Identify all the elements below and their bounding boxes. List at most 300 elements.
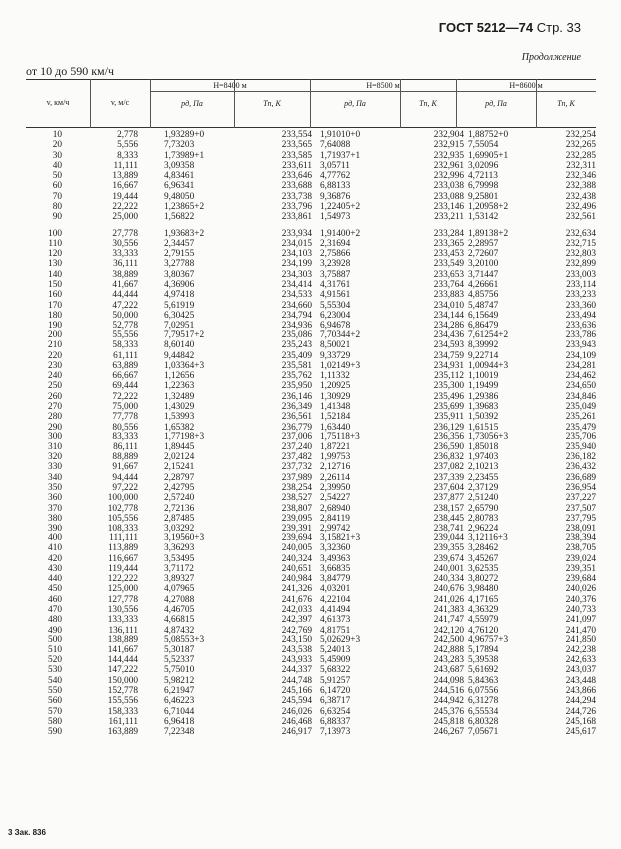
- table-cell: 235,086: [281, 330, 312, 340]
- table-row: [26, 290, 596, 300]
- table-cell: 122,222: [107, 574, 138, 585]
- table-cell: 2,79155: [164, 249, 195, 260]
- table-cell: 7,02951: [164, 321, 195, 332]
- table-cell: 130: [48, 259, 62, 270]
- table-cell: 242,238: [565, 644, 596, 655]
- table-cell: 4,36906: [164, 279, 195, 290]
- speed-range-caption: от 10 до 590 км/ч: [26, 64, 114, 78]
- table-cell: 1,23865+2: [164, 202, 205, 213]
- table-cell: 233,211: [434, 212, 464, 223]
- table-cell: 1,03364+3: [164, 360, 205, 371]
- table-cell: 2,57240: [164, 493, 195, 504]
- table-row: [26, 270, 596, 280]
- table-cell: 400: [48, 533, 62, 543]
- table-cell: 116,667: [108, 553, 138, 564]
- table-cell: 232,254: [565, 130, 596, 140]
- table-cell: 47,222: [112, 300, 138, 311]
- table-cell: 235,706: [565, 431, 596, 442]
- table-cell: 1,11332: [320, 371, 350, 382]
- table-cell: 234,303: [281, 269, 312, 280]
- table-cell: 237,732: [281, 462, 312, 473]
- table-cell: 233,861: [281, 212, 312, 223]
- table-cell: 4,22104: [320, 594, 351, 605]
- table-cell: 239,391: [281, 524, 312, 535]
- table-cell: 1,69905+1: [468, 150, 509, 161]
- table-cell: 2,84119: [320, 513, 350, 524]
- table-cell: 130,556: [107, 605, 138, 616]
- table-cell: 7,70344+2: [320, 330, 361, 340]
- table-row: [26, 584, 596, 594]
- table-cell: 236,182: [565, 452, 596, 463]
- row-group: [26, 229, 596, 332]
- table-cell: 1,77198+3: [164, 431, 205, 442]
- table-cell: 232,561: [565, 212, 596, 223]
- table-cell: 11,111: [113, 160, 138, 171]
- table-row: [26, 151, 596, 161]
- table-row: [26, 171, 596, 181]
- table-cell: 1,93289+0: [164, 130, 205, 140]
- table-cell: 510: [48, 644, 62, 655]
- table-cell: 150,000: [107, 675, 138, 686]
- table-cell: 147,222: [107, 665, 138, 676]
- table-cell: 16,667: [112, 181, 138, 192]
- table-cell: 243,687: [433, 665, 464, 676]
- table-cell: 4,26661: [468, 279, 499, 290]
- table-cell: 234,936: [281, 321, 312, 332]
- table-row: [26, 473, 596, 483]
- table-cell: 3,12116+3: [468, 533, 508, 543]
- table-cell: 241,747: [433, 615, 464, 626]
- table-cell: 236,832: [433, 452, 464, 463]
- table-cell: 4,77762: [320, 171, 351, 182]
- table-cell: 3,89327: [164, 574, 195, 585]
- table-cell: 330: [48, 462, 62, 473]
- table-cell: 290: [48, 422, 62, 433]
- table-cell: 234,286: [433, 321, 464, 332]
- table-row: [26, 311, 596, 321]
- table-cell: 237,604: [433, 482, 464, 493]
- table-cell: 5,45909: [320, 655, 351, 666]
- table-cell: 6,71044: [164, 706, 195, 717]
- table-cell: 234,015: [281, 238, 312, 249]
- col-header-v-kmh: v, км/ч: [46, 98, 70, 107]
- table-cell: 239,095: [281, 513, 312, 524]
- table-row: [26, 595, 596, 605]
- table-cell: 239,684: [565, 574, 596, 585]
- table-cell: 390: [48, 524, 62, 535]
- table-cell: 320: [48, 452, 62, 463]
- table-cell: 233,934: [281, 228, 312, 239]
- table-row: [26, 635, 596, 645]
- table-cell: 1,32489: [164, 391, 195, 402]
- table-cell: 3,36293: [164, 543, 195, 554]
- table-cell: 3,03292: [164, 524, 195, 535]
- table-cell: 33,333: [112, 249, 138, 260]
- table-cell: 13,889: [112, 171, 138, 182]
- table-cell: 1,52184: [320, 412, 351, 423]
- table-cell: 237,006: [281, 431, 312, 442]
- table-cell: 94,444: [112, 472, 138, 483]
- table-cell: 2,10213: [468, 462, 499, 473]
- table-cell: 40: [52, 160, 62, 171]
- table-cell: 232,346: [565, 171, 596, 182]
- table-cell: 1,53993: [164, 412, 195, 423]
- table-cell: 2,65790: [468, 503, 499, 514]
- table-row: [26, 202, 596, 212]
- table-cell: 161,111: [108, 716, 138, 727]
- table-row: [26, 707, 596, 717]
- table-cell: 30: [52, 150, 62, 161]
- table-cell: 235,950: [281, 381, 312, 392]
- table-cell: 244,516: [433, 685, 464, 696]
- table-cell: 4,85756: [468, 290, 499, 301]
- table-row: [26, 239, 596, 249]
- table-cell: 9,36876: [320, 191, 351, 202]
- document-header: [439, 20, 581, 35]
- table-cell: 235,243: [281, 340, 312, 351]
- table-cell: 3,15821+3: [320, 533, 361, 543]
- table-cell: 232,388: [565, 181, 596, 192]
- table-cell: 7,64088: [320, 140, 351, 151]
- table-cell: 1,41348: [320, 402, 351, 413]
- table-cell: 240: [48, 371, 62, 382]
- table-cell: 3,02096: [468, 160, 499, 171]
- table-cell: 240,676: [433, 584, 464, 595]
- table-cell: 7,05671: [468, 727, 499, 738]
- table-cell: 1,73989+1: [164, 150, 205, 161]
- table-cell: 241,026: [433, 594, 464, 605]
- table-cell: 61,111: [113, 350, 138, 361]
- table-cell: 4,07965: [164, 584, 195, 595]
- table-cell: 1,10019: [468, 371, 499, 382]
- table-cell: 2,75866: [320, 249, 351, 260]
- table-cell: 233,738: [281, 191, 312, 202]
- table-cell: 240,001: [433, 563, 464, 574]
- table-cell: 1,56822: [164, 212, 195, 223]
- table-cell: 238,741: [433, 524, 464, 535]
- table-cell: 2,37129: [468, 482, 499, 493]
- table-cell: 235,261: [565, 412, 596, 423]
- table-cell: 240,733: [565, 605, 596, 616]
- table-cell: 234,010: [433, 300, 464, 311]
- table-cell: 236,590: [433, 441, 464, 452]
- table-cell: 4,27088: [164, 594, 195, 605]
- table-cell: 233,883: [433, 290, 464, 301]
- table-cell: 7,55054: [468, 140, 499, 151]
- table-cell: 86,111: [113, 441, 138, 452]
- table-cell: 420: [48, 553, 62, 564]
- table-cell: 240,324: [281, 553, 312, 564]
- table-cell: 4,76120: [468, 625, 499, 636]
- divider: [310, 91, 456, 92]
- table-cell: 220: [48, 350, 62, 361]
- table-row: [26, 493, 596, 503]
- table-cell: 3,84779: [320, 574, 351, 585]
- continuation-label: Продолжение: [521, 52, 581, 63]
- header-top-rule: [26, 79, 596, 80]
- table-cell: 233,554: [281, 130, 312, 140]
- table-cell: 5,84363: [468, 675, 499, 686]
- table-row: [26, 574, 596, 584]
- table-cell: 234,931: [433, 360, 464, 371]
- table-cell: 5,08553+3: [164, 634, 205, 645]
- table-cell: 242,033: [281, 605, 312, 616]
- table-cell: 75,000: [112, 402, 138, 413]
- table-cell: 2,34457: [164, 238, 195, 249]
- table-cell: 243,037: [565, 665, 596, 676]
- table-cell: 237,240: [281, 441, 312, 452]
- table-cell: 5,48747: [468, 300, 499, 311]
- table-cell: 52,778: [112, 321, 138, 332]
- footer-printer-mark: 3 Зак. 836: [8, 828, 46, 837]
- table-cell: 238,157: [433, 503, 464, 514]
- table-cell: 27,778: [112, 228, 138, 239]
- table-row: [26, 181, 596, 191]
- table-cell: 232,935: [433, 150, 464, 161]
- table-cell: 233,611: [282, 160, 312, 171]
- table-cell: 242,769: [281, 625, 312, 636]
- table-cell: 5,556: [117, 140, 138, 151]
- table-cell: 237,507: [565, 503, 596, 514]
- table-row: [26, 249, 596, 259]
- table-cell: 4,66815: [164, 615, 195, 626]
- table-cell: 239,024: [565, 553, 596, 564]
- table-cell: 245,168: [565, 716, 596, 727]
- table-cell: 1,22405+2: [320, 202, 361, 213]
- table-cell: 2,28797: [164, 472, 195, 483]
- table-header: [26, 79, 596, 128]
- table-cell: 110: [48, 238, 62, 249]
- table-cell: 25,000: [112, 212, 138, 223]
- table-cell: 350: [48, 482, 62, 493]
- table-cell: 119,444: [108, 563, 138, 574]
- table-cell: 5,68322: [320, 665, 351, 676]
- table-cell: 1,61515: [468, 422, 499, 433]
- table-cell: 5,98212: [164, 675, 195, 686]
- table-row: [26, 483, 596, 493]
- table-cell: 240,376: [565, 594, 596, 605]
- table-cell: 10: [52, 130, 62, 140]
- table-cell: 210: [48, 340, 62, 351]
- table-cell: 310: [48, 441, 62, 452]
- table-cell: 5,02629+3: [320, 634, 361, 645]
- table-cell: 4,83461: [164, 171, 195, 182]
- table-cell: 4,17165: [468, 594, 499, 605]
- table-cell: 100,000: [107, 493, 138, 504]
- table-cell: 7,79517+2: [164, 330, 205, 340]
- table-cell: 238,705: [565, 543, 596, 554]
- table-cell: 1,65382: [164, 422, 195, 433]
- table-cell: 6,96418: [164, 716, 195, 727]
- table-cell: 241,383: [433, 605, 464, 616]
- table-cell: 66,667: [112, 371, 138, 382]
- table-row: [26, 452, 596, 462]
- table-cell: 55,556: [112, 330, 138, 340]
- table-cell: 234,650: [565, 381, 596, 392]
- table-cell: 3,49363: [320, 553, 351, 564]
- table-cell: 7,73203: [164, 140, 195, 151]
- table-cell: 237,795: [565, 513, 596, 524]
- table-cell: 1,93683+2: [164, 228, 205, 239]
- table-cell: 6,21947: [164, 685, 195, 696]
- table-cell: 236,954: [565, 482, 596, 493]
- table-cell: 9,22714: [468, 350, 499, 361]
- table-cell: 97,222: [112, 482, 138, 493]
- table-cell: 232,904: [433, 130, 464, 140]
- table-cell: 233,565: [281, 140, 312, 151]
- table-cell: 4,61373: [320, 615, 351, 626]
- table-cell: 236,561: [281, 412, 312, 423]
- table-cell: 5,61919: [164, 300, 195, 311]
- table-cell: 234,281: [565, 360, 596, 371]
- table-cell: 144,444: [107, 655, 138, 666]
- table-cell: 300: [48, 431, 62, 442]
- table-cell: 370: [48, 503, 62, 514]
- table-row: [26, 554, 596, 564]
- table-cell: 233,233: [565, 290, 596, 301]
- table-cell: 232,265: [565, 140, 596, 151]
- table-cell: 260: [48, 391, 62, 402]
- table-cell: 233,360: [565, 300, 596, 311]
- table-cell: 3,71172: [164, 563, 194, 574]
- table-cell: 233,494: [565, 310, 596, 321]
- table-cell: 141,667: [107, 644, 138, 655]
- table-cell: 233,088: [433, 191, 464, 202]
- table-cell: 1,50392: [468, 412, 499, 423]
- table-cell: 4,41494: [320, 605, 351, 616]
- table-row: [26, 161, 596, 171]
- table-cell: 1,12656: [164, 371, 195, 382]
- table-cell: 160: [48, 290, 62, 301]
- table-cell: 234,414: [281, 279, 312, 290]
- table-cell: 1,85018: [468, 441, 499, 452]
- table-cell: 241,676: [281, 594, 312, 605]
- table-cell: 3,80367: [164, 269, 195, 280]
- table-cell: 2,68940: [320, 503, 351, 514]
- table-cell: 6,55534: [468, 706, 499, 717]
- table-cell: 241,850: [565, 634, 596, 645]
- table-cell: 36,111: [113, 259, 138, 270]
- table-cell: 4,03201: [320, 584, 351, 595]
- table-cell: 239,355: [433, 543, 464, 554]
- table-cell: 6,88337: [320, 716, 351, 727]
- col-header-tp-1: Tп, К: [263, 99, 281, 108]
- table-cell: 69,444: [112, 381, 138, 392]
- table-cell: 234,533: [281, 290, 312, 301]
- table-cell: 3,62535: [468, 563, 499, 574]
- table-cell: 4,91561: [320, 290, 351, 301]
- table-cell: 3,05711: [320, 160, 350, 171]
- table-cell: 233,943: [565, 340, 596, 351]
- table-cell: 243,283: [433, 655, 464, 666]
- table-cell: 235,940: [565, 441, 596, 452]
- table-cell: 340: [48, 472, 62, 483]
- table-cell: 550: [48, 685, 62, 696]
- table-cell: 50: [52, 171, 62, 182]
- table-cell: 235,049: [565, 402, 596, 413]
- table-cell: 3,20100: [468, 259, 499, 270]
- table-cell: 244,098: [433, 675, 464, 686]
- col-header-pd-1: pд, Па: [181, 99, 203, 108]
- table-cell: 235,300: [433, 381, 464, 392]
- divider: [456, 91, 596, 92]
- table-cell: 243,448: [565, 675, 596, 686]
- standard-number: ГОСТ 5212—74: [438, 20, 534, 35]
- table-row: [26, 212, 596, 222]
- table-cell: 4,87432: [164, 625, 195, 636]
- table-cell: 233,688: [281, 181, 312, 192]
- table-cell: 240,651: [281, 563, 312, 574]
- table-row: [26, 655, 596, 665]
- table-cell: 234,199: [281, 259, 312, 270]
- table-cell: 77,778: [112, 412, 138, 423]
- col-header-pd-3: pд, Па: [485, 99, 507, 108]
- table-cell: 380: [48, 513, 62, 524]
- table-cell: 1,30929: [320, 391, 351, 402]
- table-cell: 480: [48, 615, 62, 626]
- table-cell: 150: [48, 279, 62, 290]
- table-cell: 235,409: [281, 350, 312, 361]
- table-row: [26, 615, 596, 625]
- col-header-tp-2: Tп, К: [419, 99, 437, 108]
- table-cell: 234,846: [565, 391, 596, 402]
- table-cell: 5,39538: [468, 655, 499, 666]
- table-cell: 233,284: [433, 228, 464, 239]
- table-cell: 9,33729: [320, 350, 351, 361]
- table-cell: 520: [48, 655, 62, 666]
- table-cell: 140: [48, 269, 62, 280]
- table-row: [26, 412, 596, 422]
- table-row: [26, 645, 596, 655]
- table-cell: 234,593: [433, 340, 464, 351]
- table-cell: 2,02124: [164, 452, 195, 463]
- table-cell: 236,129: [433, 422, 464, 433]
- table-cell: 234,660: [281, 300, 312, 311]
- table-cell: 232,961: [433, 160, 464, 171]
- table-cell: 152,778: [107, 685, 138, 696]
- table-cell: 9,48050: [164, 191, 195, 202]
- table-cell: 113,889: [108, 543, 138, 554]
- table-row: [26, 686, 596, 696]
- table-cell: 232,496: [565, 202, 596, 213]
- table-cell: 233,653: [433, 269, 464, 280]
- table-cell: 108,333: [107, 524, 138, 535]
- table-cell: 234,794: [281, 310, 312, 321]
- table-cell: 237,227: [565, 493, 596, 504]
- table-cell: 38,889: [112, 269, 138, 280]
- table-cell: 233,646: [281, 171, 312, 182]
- col-header-pd-2: pд, Па: [344, 99, 366, 108]
- group-header-8400: H=8400 м: [213, 81, 247, 90]
- table-cell: 2,72136: [164, 503, 195, 514]
- table-cell: 30,556: [112, 238, 138, 249]
- table-cell: 237,339: [433, 472, 464, 483]
- table-cell: 236,349: [281, 402, 312, 413]
- table-cell: 2,778: [117, 130, 138, 140]
- table-cell: 63,889: [112, 360, 138, 371]
- table-cell: 242,120: [433, 625, 464, 636]
- table-cell: 2,31694: [320, 238, 351, 249]
- table-cell: 540: [48, 675, 62, 686]
- table-cell: 170: [48, 300, 62, 311]
- table-cell: 6,94678: [320, 321, 351, 332]
- table-cell: 230: [48, 360, 62, 371]
- table-row: [26, 192, 596, 202]
- table-cell: 6,46223: [164, 696, 195, 707]
- table-cell: 4,31761: [320, 279, 351, 290]
- table-row: [26, 361, 596, 371]
- table-cell: 242,888: [433, 644, 464, 655]
